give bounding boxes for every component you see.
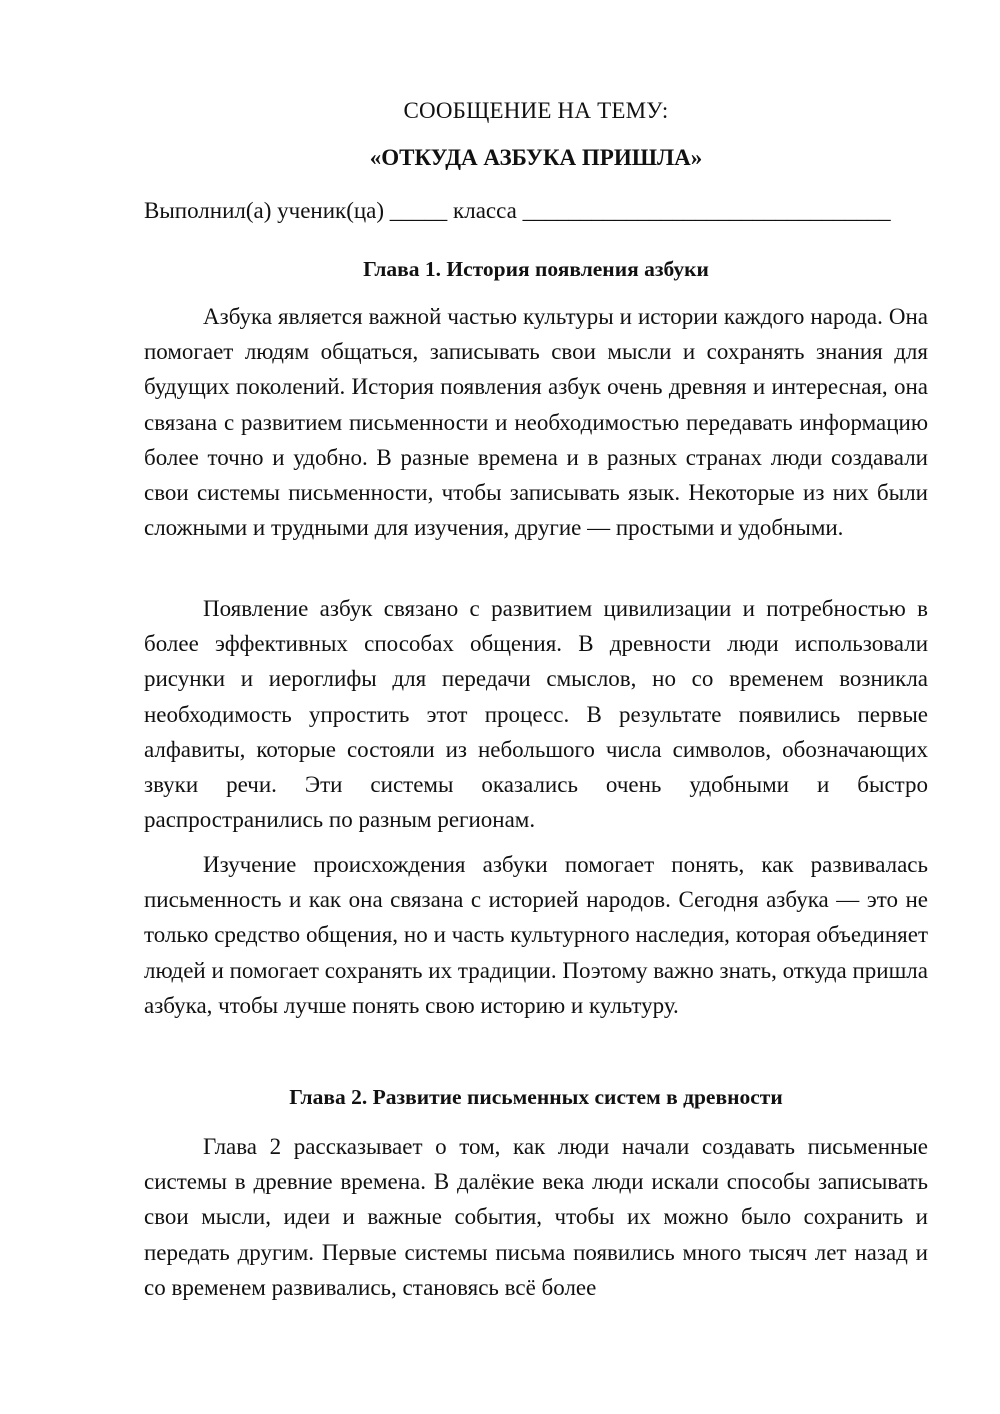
author-line: Выполнил(а) ученик(ца) _____ класса ________________________________ (144, 198, 891, 223)
chapter-1-paragraph-2: Появление азбук связано с развитием цивилизации и потребностью в более эффективных способах общения. В древности люди использовали рисунки и иероглифы для передачи смыслов, но со временем возникла необходимость упростить этот процесс. В результате появились первые алфавиты, которые состояли из небольшого числа символов, обозначающих звуки речи. Эти системы оказались очень удобными и быстро распространились по разным регионам. (144, 596, 928, 833)
chapter-2-heading: Глава 2. Развитие письменных систем в древности (289, 1085, 783, 1109)
chapter-2-paragraph-1: Глава 2 рассказывает о том, как люди начали создавать письменные системы в древние времена. В далёкие века люди искали способы записывать свои мысли, идеи и важные события, чтобы их можно было сохранить и передать другим. Первые системы письма появились много тысяч лет назад и со временем развивались, становясь всё более (144, 1134, 928, 1300)
chapter-1-paragraph-3: Изучение происхождения азбуки помогает понять, как развивалась письменность и как она связана с историей народов. Сегодня азбука — это не только средство общения, но и часть культурного наследия, которая объединяет людей и помогает сохранять их традиции. Поэтому важно знать, откуда пришла азбука, чтобы лучше понять свою историю и культуру. (144, 852, 928, 1018)
document-title-line-2: «ОТКУДА АЗБУКА ПРИШЛА» (369, 145, 703, 170)
chapter-1-heading: Глава 1. История появления азбуки (363, 257, 709, 281)
chapter-1-paragraph-1: Азбука является важной частью культуры и истории каждого народа. Она помогает людям общаться, записывать свои мысли и сохранять знания для будущих поколений. История появления азбук очень древняя и интересная, она связана с развитием письменности и необходимостью передавать информацию более точно и удобно. В разные времена и в разных странах люди создавали свои системы письменности, чтобы записывать язык. Некоторые из них были сложными и трудными для изучения, другие — простыми и удобными. (144, 304, 928, 541)
document-title-line-1: СООБЩЕНИЕ НА ТЕМУ: (403, 98, 669, 123)
